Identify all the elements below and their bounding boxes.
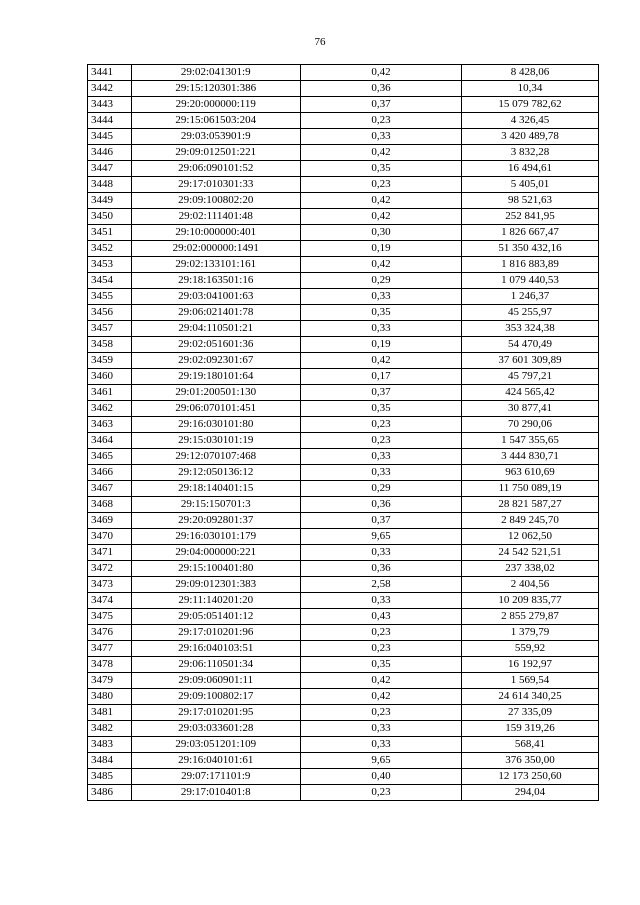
cadastral-number-cell: 29:02:051601:36: [131, 337, 300, 353]
rate-cell: 0,42: [300, 257, 461, 273]
cadastral-number-cell: 29:11:140201:20: [131, 593, 300, 609]
value-cell: 252 841,95: [462, 209, 599, 225]
table-row: [88, 753, 599, 769]
rate-cell: 0,23: [300, 417, 461, 433]
table-row: [88, 225, 599, 241]
row-number-cell: 3458: [88, 337, 132, 353]
value-cell: 10,34: [462, 81, 599, 97]
table-row: [88, 641, 599, 657]
cadastral-number-cell: 29:02:000000:1491: [131, 241, 300, 257]
rate-cell: 0,42: [300, 209, 461, 225]
row-number-cell: 3479: [88, 673, 132, 689]
cadastral-number-cell: 29:07:171101:9: [131, 769, 300, 785]
table-row: [88, 689, 599, 705]
cadastral-number-cell: 29:09:060901:11: [131, 673, 300, 689]
rate-cell: 0,37: [300, 385, 461, 401]
cadastral-number-cell: 29:03:053901:9: [131, 129, 300, 145]
table-row: [88, 785, 599, 801]
value-cell: 1 379,79: [462, 625, 599, 641]
cadastral-number-cell: 29:03:033601:28: [131, 721, 300, 737]
value-cell: 27 335,09: [462, 705, 599, 721]
value-cell: 10 209 835,77: [462, 593, 599, 609]
rate-cell: 0,19: [300, 337, 461, 353]
row-number-cell: 3478: [88, 657, 132, 673]
value-cell: 8 428,06: [462, 65, 599, 81]
cadastral-number-cell: 29:02:041301:9: [131, 65, 300, 81]
table-row: [88, 353, 599, 369]
value-cell: 45 797,21: [462, 369, 599, 385]
cadastral-number-cell: 29:06:110501:34: [131, 657, 300, 673]
row-number-cell: 3452: [88, 241, 132, 257]
table-row: [88, 385, 599, 401]
row-number-cell: 3459: [88, 353, 132, 369]
row-number-cell: 3445: [88, 129, 132, 145]
cadastral-number-cell: 29:17:010301:33: [131, 177, 300, 193]
rate-cell: 0,30: [300, 225, 461, 241]
row-number-cell: 3461: [88, 385, 132, 401]
cadastral-number-cell: 29:16:030101:80: [131, 417, 300, 433]
rate-cell: 0,37: [300, 97, 461, 113]
table-row: [88, 625, 599, 641]
value-cell: 11 750 089,19: [462, 481, 599, 497]
value-cell: 30 877,41: [462, 401, 599, 417]
table-row: [88, 209, 599, 225]
rate-cell: 0,23: [300, 113, 461, 129]
value-cell: 24 614 340,25: [462, 689, 599, 705]
table-row: [88, 465, 599, 481]
row-number-cell: 3441: [88, 65, 132, 81]
cadastral-number-cell: 29:02:092301:67: [131, 353, 300, 369]
table-row: [88, 545, 599, 561]
rate-cell: 0,42: [300, 673, 461, 689]
table-row: [88, 337, 599, 353]
value-cell: 1 816 883,89: [462, 257, 599, 273]
cadastral-number-cell: 29:12:070107:468: [131, 449, 300, 465]
table-row: [88, 481, 599, 497]
value-cell: 3 832,28: [462, 145, 599, 161]
value-cell: 5 405,01: [462, 177, 599, 193]
table-row: [88, 97, 599, 113]
value-cell: 1 547 355,65: [462, 433, 599, 449]
rate-cell: 0,37: [300, 513, 461, 529]
row-number-cell: 3444: [88, 113, 132, 129]
cadastral-number-cell: 29:19:180101:64: [131, 369, 300, 385]
table-row: [88, 561, 599, 577]
value-cell: 70 290,06: [462, 417, 599, 433]
value-cell: 1 569,54: [462, 673, 599, 689]
rate-cell: 0,43: [300, 609, 461, 625]
value-cell: 1 826 667,47: [462, 225, 599, 241]
table-row: [88, 529, 599, 545]
row-number-cell: 3470: [88, 529, 132, 545]
value-cell: 45 255,97: [462, 305, 599, 321]
value-cell: 294,04: [462, 785, 599, 801]
rate-cell: 0,33: [300, 465, 461, 481]
rate-cell: 0,19: [300, 241, 461, 257]
value-cell: 24 542 521,51: [462, 545, 599, 561]
table-row: [88, 193, 599, 209]
value-cell: 568,41: [462, 737, 599, 753]
row-number-cell: 3471: [88, 545, 132, 561]
value-cell: 424 565,42: [462, 385, 599, 401]
rate-cell: 0,36: [300, 561, 461, 577]
table-row: [88, 593, 599, 609]
cadastral-number-cell: 29:09:012301:383: [131, 577, 300, 593]
value-cell: 2 849 245,70: [462, 513, 599, 529]
row-number-cell: 3457: [88, 321, 132, 337]
row-number-cell: 3455: [88, 289, 132, 305]
row-number-cell: 3453: [88, 257, 132, 273]
cadastral-number-cell: 29:17:010201:96: [131, 625, 300, 641]
rate-cell: 0,23: [300, 625, 461, 641]
cadastral-number-cell: 29:02:133101:161: [131, 257, 300, 273]
value-cell: 28 821 587,27: [462, 497, 599, 513]
table-row: [88, 673, 599, 689]
cadastral-number-cell: 29:15:030101:19: [131, 433, 300, 449]
table-row: [88, 161, 599, 177]
table-row: [88, 129, 599, 145]
row-number-cell: 3469: [88, 513, 132, 529]
cadastral-number-cell: 29:15:120301:386: [131, 81, 300, 97]
row-number-cell: 3443: [88, 97, 132, 113]
row-number-cell: 3485: [88, 769, 132, 785]
value-cell: 159 319,26: [462, 721, 599, 737]
cadastral-number-cell: 29:16:040103:51: [131, 641, 300, 657]
row-number-cell: 3449: [88, 193, 132, 209]
rate-cell: 9,65: [300, 529, 461, 545]
value-cell: 15 079 782,62: [462, 97, 599, 113]
rate-cell: 0,42: [300, 353, 461, 369]
cadastral-number-cell: 29:06:090101:52: [131, 161, 300, 177]
table-row: [88, 321, 599, 337]
cadastral-number-cell: 29:09:100802:20: [131, 193, 300, 209]
rate-cell: 0,40: [300, 769, 461, 785]
table-row: [88, 289, 599, 305]
table-row: [88, 401, 599, 417]
value-cell: 237 338,02: [462, 561, 599, 577]
table-row: [88, 769, 599, 785]
cadastral-number-cell: 29:15:100401:80: [131, 561, 300, 577]
cadastral-number-cell: 29:18:163501:16: [131, 273, 300, 289]
rate-cell: 0,33: [300, 321, 461, 337]
rate-cell: 0,33: [300, 449, 461, 465]
rate-cell: 0,23: [300, 177, 461, 193]
rate-cell: 0,33: [300, 721, 461, 737]
row-number-cell: 3448: [88, 177, 132, 193]
row-number-cell: 3481: [88, 705, 132, 721]
cadastral-number-cell: 29:09:100802:17: [131, 689, 300, 705]
table-row: [88, 273, 599, 289]
cadastral-number-cell: 29:06:021401:78: [131, 305, 300, 321]
row-number-cell: 3477: [88, 641, 132, 657]
table-row: [88, 737, 599, 753]
registry-table: [87, 64, 599, 801]
table-row: [88, 113, 599, 129]
rate-cell: 0,36: [300, 497, 461, 513]
cadastral-number-cell: 29:18:140401:15: [131, 481, 300, 497]
rate-cell: 0,33: [300, 289, 461, 305]
cadastral-number-cell: 29:03:041001:63: [131, 289, 300, 305]
row-number-cell: 3454: [88, 273, 132, 289]
page-number: 76: [314, 36, 326, 48]
row-number-cell: 3463: [88, 417, 132, 433]
value-cell: 54 470,49: [462, 337, 599, 353]
row-number-cell: 3460: [88, 369, 132, 385]
row-number-cell: 3480: [88, 689, 132, 705]
rate-cell: 0,29: [300, 481, 461, 497]
cadastral-number-cell: 29:20:000000:119: [131, 97, 300, 113]
row-number-cell: 3466: [88, 465, 132, 481]
row-number-cell: 3446: [88, 145, 132, 161]
table-row: [88, 257, 599, 273]
table-row: [88, 177, 599, 193]
value-cell: 2 855 279,87: [462, 609, 599, 625]
table-row: [88, 513, 599, 529]
row-number-cell: 3486: [88, 785, 132, 801]
rate-cell: 2,58: [300, 577, 461, 593]
rate-cell: 0,23: [300, 785, 461, 801]
row-number-cell: 3447: [88, 161, 132, 177]
rate-cell: 0,35: [300, 161, 461, 177]
rate-cell: 0,29: [300, 273, 461, 289]
value-cell: 963 610,69: [462, 465, 599, 481]
row-number-cell: 3451: [88, 225, 132, 241]
row-number-cell: 3468: [88, 497, 132, 513]
row-number-cell: 3442: [88, 81, 132, 97]
rate-cell: 0,42: [300, 145, 461, 161]
cadastral-number-cell: 29:06:070101:451: [131, 401, 300, 417]
table-row: [88, 241, 599, 257]
cadastral-number-cell: 29:03:051201:109: [131, 737, 300, 753]
cadastral-number-cell: 29:04:000000:221: [131, 545, 300, 561]
cadastral-number-cell: 29:17:010201:95: [131, 705, 300, 721]
rate-cell: 0,17: [300, 369, 461, 385]
rate-cell: 0,33: [300, 129, 461, 145]
cadastral-number-cell: 29:17:010401:8: [131, 785, 300, 801]
row-number-cell: 3456: [88, 305, 132, 321]
cadastral-number-cell: 29:16:040101:61: [131, 753, 300, 769]
table-row: [88, 449, 599, 465]
cadastral-number-cell: 29:10:000000:401: [131, 225, 300, 241]
row-number-cell: 3474: [88, 593, 132, 609]
rate-cell: 0,42: [300, 65, 461, 81]
table-row: [88, 81, 599, 97]
rate-cell: 0,23: [300, 705, 461, 721]
row-number-cell: 3475: [88, 609, 132, 625]
table-row: [88, 145, 599, 161]
row-number-cell: 3465: [88, 449, 132, 465]
cadastral-number-cell: 29:09:012501:221: [131, 145, 300, 161]
value-cell: 1 246,37: [462, 289, 599, 305]
value-cell: 3 444 830,71: [462, 449, 599, 465]
row-number-cell: 3472: [88, 561, 132, 577]
cadastral-number-cell: 29:15:150701:3: [131, 497, 300, 513]
value-cell: 3 420 489,78: [462, 129, 599, 145]
row-number-cell: 3482: [88, 721, 132, 737]
cadastral-number-cell: 29:20:092801:37: [131, 513, 300, 529]
value-cell: 12 173 250,60: [462, 769, 599, 785]
value-cell: 12 062,50: [462, 529, 599, 545]
table-row: [88, 369, 599, 385]
value-cell: 16 494,61: [462, 161, 599, 177]
rate-cell: 0,33: [300, 737, 461, 753]
table-row: [88, 65, 599, 81]
row-number-cell: 3450: [88, 209, 132, 225]
row-number-cell: 3484: [88, 753, 132, 769]
rate-cell: 0,23: [300, 433, 461, 449]
rate-cell: 0,23: [300, 641, 461, 657]
row-number-cell: 3483: [88, 737, 132, 753]
rate-cell: 9,65: [300, 753, 461, 769]
rate-cell: 0,35: [300, 305, 461, 321]
value-cell: 37 601 309,89: [462, 353, 599, 369]
table-row: [88, 657, 599, 673]
value-cell: 376 350,00: [462, 753, 599, 769]
value-cell: 353 324,38: [462, 321, 599, 337]
table-row: [88, 721, 599, 737]
table-row: [88, 705, 599, 721]
value-cell: 559,92: [462, 641, 599, 657]
table-row: [88, 497, 599, 513]
rate-cell: 0,35: [300, 401, 461, 417]
cadastral-number-cell: 29:12:050136:12: [131, 465, 300, 481]
cadastral-number-cell: 29:15:061503:204: [131, 113, 300, 129]
table-row: [88, 433, 599, 449]
cadastral-number-cell: 29:01:200501:130: [131, 385, 300, 401]
table-row: [88, 417, 599, 433]
value-cell: 1 079 440,53: [462, 273, 599, 289]
rate-cell: 0,33: [300, 545, 461, 561]
rate-cell: 0,42: [300, 193, 461, 209]
value-cell: 2 404,56: [462, 577, 599, 593]
value-cell: 4 326,45: [462, 113, 599, 129]
row-number-cell: 3476: [88, 625, 132, 641]
row-number-cell: 3467: [88, 481, 132, 497]
rate-cell: 0,35: [300, 657, 461, 673]
table-row: [88, 609, 599, 625]
table-row: [88, 305, 599, 321]
cadastral-number-cell: 29:16:030101:179: [131, 529, 300, 545]
rate-cell: 0,33: [300, 593, 461, 609]
registry-table-body: [88, 65, 599, 801]
value-cell: 51 350 432,16: [462, 241, 599, 257]
cadastral-number-cell: 29:05:051401:12: [131, 609, 300, 625]
value-cell: 98 521,63: [462, 193, 599, 209]
table-row: [88, 577, 599, 593]
rate-cell: 0,42: [300, 689, 461, 705]
cadastral-number-cell: 29:02:111401:48: [131, 209, 300, 225]
row-number-cell: 3473: [88, 577, 132, 593]
row-number-cell: 3462: [88, 401, 132, 417]
value-cell: 16 192,97: [462, 657, 599, 673]
cadastral-number-cell: 29:04:110501:21: [131, 321, 300, 337]
row-number-cell: 3464: [88, 433, 132, 449]
rate-cell: 0,36: [300, 81, 461, 97]
